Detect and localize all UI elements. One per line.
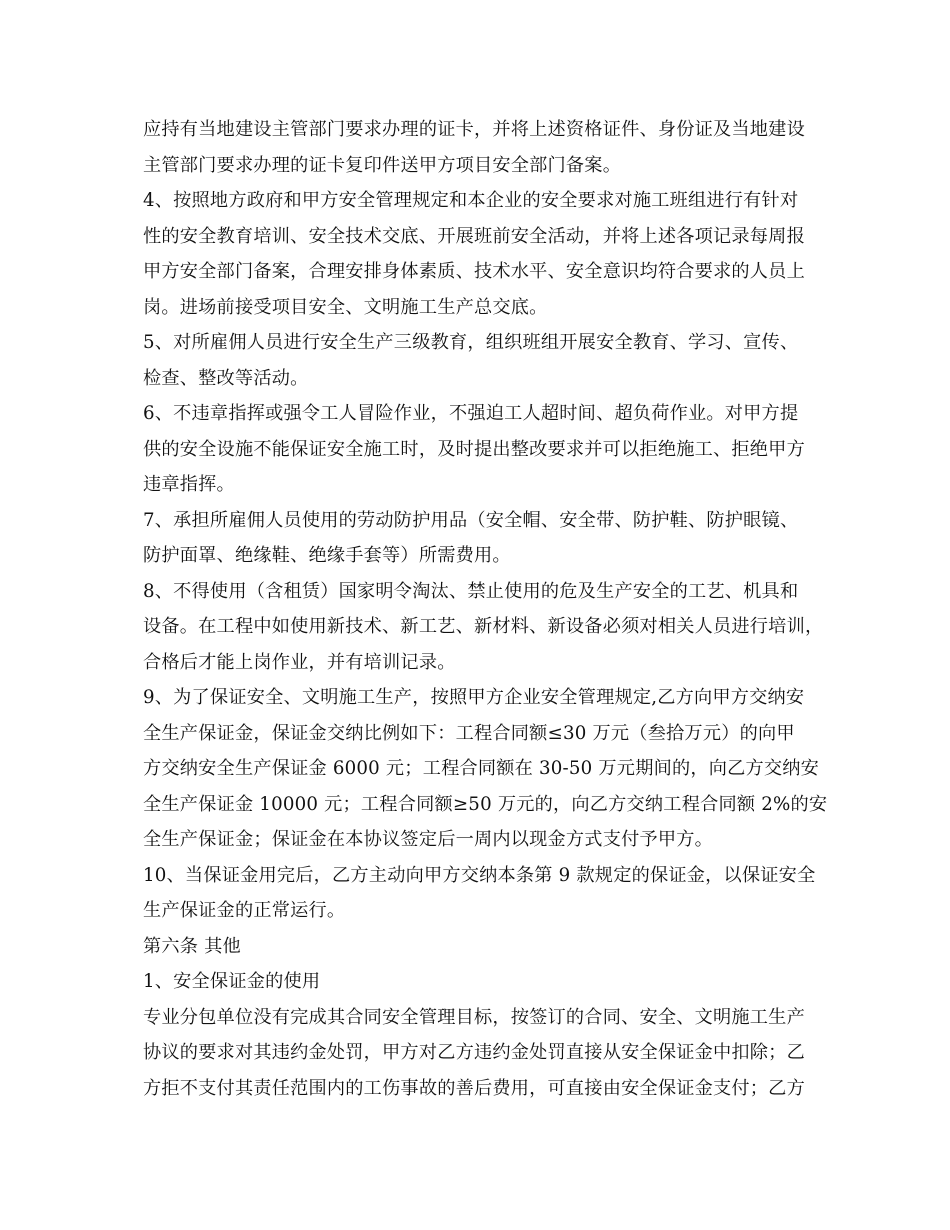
text-line: 方交纳安全生产保证金 6000 元；工程合同额在 30-50 万元期间的，向乙方交纳安 [143,758,820,779]
text-line: 6、不违章指挥或强令工人冒险作业，不强迫工人超时间、超负荷作业。对甲方提 [143,403,799,424]
text-line: 8、不得使用（含租赁）国家明令淘汰、禁止使用的危及生产安全的工艺、机具和 [143,580,799,602]
text-line: 甲方安全部门备案，合理安排身体素质、技术水平、安全意识均符合要求的人员上 [143,261,805,282]
text-line: 违章指挥。 [143,474,235,495]
text-line: 协议的要求对其违约金处罚，甲方对乙方违约金处罚直接从安全保证金中扣除；乙 [143,1042,805,1063]
text-line: 检查、整改等活动。 [143,367,309,389]
text-line: 全生产保证金，保证金交纳比例如下：工程合同额≤30 万元（叁拾万元）的向甲 [143,722,795,744]
text-line: 应持有当地建设主管部门要求办理的证卡，并将上述资格证件、身份证及当地建设 [143,119,805,140]
text-line: 设备。在工程中如使用新技术、新工艺、新材料、新设备必须对相关人员进行培训， [143,616,824,637]
text-line: 生产保证金的正常运行。 [143,900,346,921]
subsection-heading: 1、安全保证金的使用 [143,971,321,992]
text-line: 全生产保证金 10000 元；工程合同额≥50 万元的，向乙方交纳工程合同额 2%的安 [143,793,828,815]
text-line: 专业分包单位没有完成其合同安全管理目标，按签订的合同、安全、文明施工生产 [143,1006,805,1028]
text-line: 7、承担所雇佣人员使用的劳动防护用品（安全帽、安全带、防护鞋、防护眼镜、 [143,509,799,531]
text-line: 10、当保证金用完后，乙方主动向甲方交纳本条第 9 款规定的保证金，以保证安全 [143,864,816,886]
text-line: 合格后才能上岗作业，并有培训记录。 [143,651,456,673]
text-line: 4、按照地方政府和甲方安全管理规定和本企业的安全要求对施工班组进行有针对 [143,190,799,211]
text-line: 供的安全设施不能保证安全施工时，及时提出整改要求并可以拒绝施工、拒绝甲方 [143,438,805,460]
text-line: 5、对所雇佣人员进行安全生产三级教育，组织班组开展安全教育、学习、宣传、 [143,332,799,353]
section-heading: 第六条 其他 [143,935,241,957]
text-line: 主管部门要求办理的证卡复印件送甲方项目安全部门备案。 [143,154,622,176]
text-line: 性的安全教育培训、安全技术交底、开展班前安全活动，并将上述各项记录每周报 [143,225,805,247]
text-line: 9、为了保证安全、文明施工生产，按照甲方企业安全管理规定,乙方向甲方交纳安 [143,687,805,708]
text-line: 全生产保证金；保证金在本协议签定后一周内以现金方式支付予甲方。 [143,829,714,850]
text-line: 方拒不支付其责任范围内的工伤事故的善后费用，可直接由安全保证金支付；乙方 [143,1077,805,1099]
text-line: 岗。进场前接受项目安全、文明施工生产总交底。 [143,296,548,318]
text-line: 防护面罩、绝缘鞋、绝缘手套等）所需费用。 [143,545,511,566]
